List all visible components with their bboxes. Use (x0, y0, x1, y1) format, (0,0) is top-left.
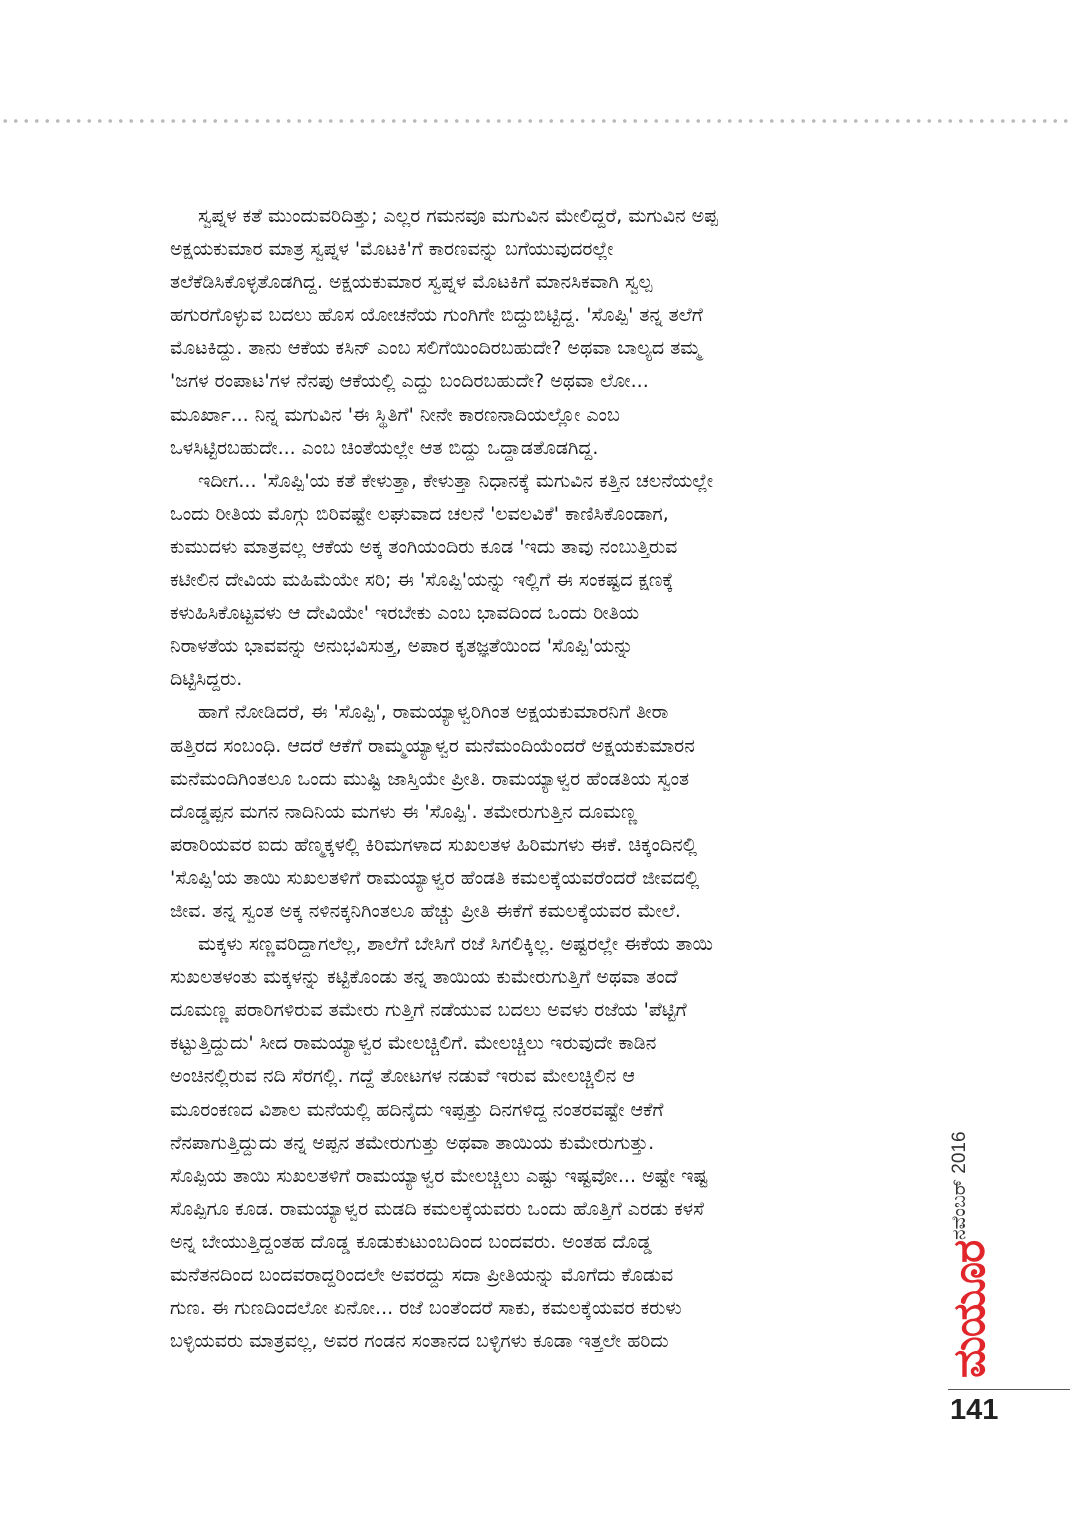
text-line: ಮೂರಂಕಣದ ವಿಶಾಲ ಮನೆಯಲ್ಲಿ ಹದಿನೈದು ಇಪ್ಪತ್ತು ದಿನಗಳಿದ್ದ ನಂತರವಷ್ಟೇ ಆಕೆಗೆ (170, 1098, 664, 1121)
text-line: ಜೀವ. ತನ್ನ ಸ್ವಂತ ಅಕ್ಕ ನಳಿನಕ್ಕನಿಗಿಂತಲೂ ಹೆಚ್ಚು ಪ್ರೀತಿ ಈಕೆಗೆ ಕಮಲಕ್ಕೆಯವರ ಮೇಲೆ. (170, 899, 681, 922)
magazine-logo: ಮಯೂರ (944, 1240, 995, 1378)
text-line: ಮೂರ್ಖಾ... ನಿನ್ನ ಮಗುವಿನ 'ಈ ಸ್ಥಿತಿಗೆ' ನೀನೇ ಕಾರಣನಾದಿಯಲ್ಲೋ ಎಂಬ (170, 403, 620, 426)
folio-divider (948, 1389, 1070, 1390)
magazine-masthead (940, 1090, 1000, 1380)
text-line: 'ಸೊಪ್ಪಿ'ಯ ತಾಯಿ ಸುಖಲತಳಿಗೆ ರಾಮಯ್ಯಾಳ್ವರ ಹೆಂಡತಿ ಕಮಲಕ್ಕೆಯವರೆಂದರೆ ಜೀವದಲ್ಲಿ (170, 866, 700, 889)
text-line: ಮೊಟಕಿದ್ದು. ತಾನು ಆಕೆಯ ಕಸಿನ್ ಎಂಬ ಸಲಿಗೆಯಿಂದಿರಬಹುದೇ? ಅಥವಾ ಬಾಲ್ಯದ ತಮ್ಮ (170, 337, 701, 360)
text-line: ಪರಾರಿಯವರ ಐದು ಹೆಣ್ಮಕ್ಕಳಲ್ಲಿ ಕಿರಿಮಗಳಾದ ಸುಖಲತಳ ಹಿರಿಮಗಳು ಈಕೆ. ಚಿಕ್ಕಂದಿನಲ್ಲಿ (170, 833, 698, 856)
text-line: ಅಂಚಿನಲ್ಲಿರುವ ನದಿ ಸೆರಗಲ್ಲಿ. ಗದ್ದೆ ತೋಟಗಳ ನಡುವೆ ಇರುವ ಮೇಲಚ್ಚಿಲಿನ ಆ (170, 1065, 635, 1088)
text-line: ಕಳುಹಿಸಿಕೊಟ್ಟವಳು ಆ ದೇವಿಯೇ' ಇರಬೇಕು ಎಂಬ ಭಾವದಿಂದ ಒಂದು ರೀತಿಯ (170, 602, 640, 625)
text-line: ಸ್ವಪ್ನಳ ಕತೆ ಮುಂದುವರಿದಿತ್ತು; ಎಲ್ಲರ ಗಮನವೂ ಮಗುವಿನ ಮೇಲಿದ್ದರೆ, ಮಗುವಿನ ಅಪ್ಪ (198, 205, 718, 227)
page-number: 141 (950, 1394, 999, 1426)
text-line: ಇದೀಗ... 'ಸೊಪ್ಪಿ'ಯ ಕತೆ ಕೇಳುತ್ತಾ, ಕೇಳುತ್ತಾ ನಿಧಾನಕ್ಕೆ ಮಗುವಿನ ಕತ್ತಿನ ಚಲನೆಯಲ್ಲೇ (198, 469, 714, 492)
text-line: ಗುಣ. ಈ ಗುಣದಿಂದಲೋ ಏನೋ... ರಜೆ ಬಂತೆಂದರೆ ಸಾಕು, ಕಮಲಕ್ಕೆಯವರ ಕರುಳು (170, 1297, 682, 1320)
text-line: ಹಾಗೆ ನೋಡಿದರೆ, ಈ 'ಸೊಪ್ಪಿ', ರಾಮಯ್ಯಾಳ್ವರಿಗಿಂತ ಅಕ್ಷಯಕುಮಾರನಿಗೆ ತೀರಾ (198, 701, 669, 724)
text-line: ಹತ್ತಿರದ ಸಂಬಂಧಿ. ಆದರೆ ಆಕೆಗೆ ರಾಮ್ಮಯ್ಯಾಳ್ವರ ಮನೆಮಂದಿಯೆಂದರೆ ಅಕ್ಷಯಕುಮಾರನ (170, 734, 695, 757)
text-line: ಮನೆಮಂದಿಗಿಂತಲೂ ಒಂದು ಮುಷ್ಟಿ ಜಾಸ್ತಿಯೇ ಪ್ರೀತಿ. ರಾಮಯ್ಯಾಳ್ವರ ಹೆಂಡತಿಯ ಸ್ವಂತ (170, 767, 690, 790)
text-line: ಒಂದು ರೀತಿಯ ಮೊಗ್ಗು ಬಿರಿವಷ್ಟೇ ಲಘುವಾದ ಚಲನೆ 'ಲವಲವಿಕೆ' ಕಾಣಿಸಿಕೊಂಡಾಗ, (170, 502, 669, 525)
text-line: ಸೊಪ್ಪಿಯ ತಾಯಿ ಸುಖಲತಳಿಗೆ ರಾಮಯ್ಯಾಳ್ವರ ಮೇಲಚ್ಚಿಲು ಎಷ್ಟು ಇಷ್ಟವೋ... ಅಷ್ಟೇ ಇಷ್ಟ (170, 1164, 708, 1187)
article-body (170, 200, 910, 1358)
text-line: ಅನ್ನ ಬೇಯುತ್ತಿದ್ದಂತಹ ದೊಡ್ಡ ಕೂಡುಕುಟುಂಬದಿಂದ ಬಂದವರು. ಅಂತಹ ದೊಡ್ಡ (170, 1230, 652, 1253)
text-line: ಹಗುರಗೊಳ್ಳುವ ಬದಲು ಹೊಸ ಯೋಚನೆಯ ಗುಂಗಿಗೇ ಬಿದ್ದುಬಿಟ್ಟಿದ್ದ. 'ಸೊಪ್ಪಿ' ತನ್ನ ತಲೆಗೆ (170, 304, 703, 327)
text-line: ದಿಟ್ಟಿಸಿದ್ದರು. (170, 668, 243, 691)
dotted-divider (0, 118, 1072, 124)
text-line: ನಿರಾಳತೆಯ ಭಾವವನ್ನು ಅನುಭವಿಸುತ್ತ, ಅಪಾರ ಕೃತಜ್ಞತೆಯಿಂದ 'ಸೊಪ್ಪಿ'ಯನ್ನು (170, 635, 634, 658)
text-line: ದೊಡ್ಡಪ್ಪನ ಮಗನ ನಾದಿನಿಯ ಮಗಳು ಈ 'ಸೊಪ್ಪಿ'. ತಮೇರುಗುತ್ತಿನ ದೂಮಣ್ಣ (170, 800, 638, 823)
text-line: 'ಜಗಳ ರಂಪಾಟ'ಗಳ ನೆನಪು ಆಕೆಯಲ್ಲಿ ಎದ್ದು ಬಂದಿರಬಹುದೇ? ಅಥವಾ ಲೋ... (170, 370, 649, 393)
text-line: ಬಳ್ಳಿಯವರು ಮಾತ್ರವಲ್ಲ, ಅವರ ಗಂಡನ ಸಂತಾನದ ಬಳ್ಳಿಗಳು ಕೂಡಾ ಇತ್ತಲೇ ಹರಿದು (170, 1330, 669, 1353)
issue-date: ನವೆಂಬರ್ 2016 (949, 1131, 970, 1240)
text-line: ಒಳಸಿಟ್ಟಿರಬಹುದೇ... ಎಂಬ ಚಿಂತೆಯಲ್ಲೇ ಆತ ಬಿದ್ದು ಒದ್ದಾಡತೊಡಗಿದ್ದ. (170, 436, 599, 459)
text-line: ದೂಮಣ್ಣ ಪರಾರಿಗಳಿರುವ ತಮೇರು ಗುತ್ತಿಗೆ ನಡೆಯುವ ಬದಲು ಅವಳು ರಜೆಯ 'ಪೆಟ್ಟಿಗೆ (170, 999, 687, 1022)
text-line: ಸುಖಲತಳಂತು ಮಕ್ಕಳನ್ನು ಕಟ್ಟಿಕೊಂಡು ತನ್ನ ತಾಯಿಯ ಕುಮೇರುಗುತ್ತಿಗೆ ಅಥವಾ ತಂದೆ (170, 966, 678, 989)
text-line: ಅಕ್ಷಯಕುಮಾರ ಮಾತ್ರ ಸ್ವಪ್ನಳ 'ಮೊಟಕಿ'ಗೆ ಕಾರಣವನ್ನು ಬಗೆಯುವುದರಲ್ಲೇ (170, 238, 614, 261)
text-line: ಮನೆತನದಿಂದ ಬಂದವರಾದ್ದರಿಂದಲೇ ಅವರದ್ದು ಸದಾ ಪ್ರೀತಿಯನ್ನು ಮೊಗೆದು ಕೊಡುವ (170, 1264, 674, 1286)
text-line: ನೆನಪಾಗುತ್ತಿದ್ದುದು ತನ್ನ ಅಪ್ಪನ ತಮೇರುಗುತ್ತು ಅಥವಾ ತಾಯಿಯ ಕುಮೇರುಗುತ್ತು. (170, 1131, 655, 1154)
text-line: ಕಟೀಲಿನ ದೇವಿಯ ಮಹಿಮೆಯೇ ಸರಿ; ಈ 'ಸೊಪ್ಪಿ'ಯನ್ನು ಇಲ್ಲಿಗೆ ಈ ಸಂಕಷ್ಟದ ಕ್ಷಣಕ್ಕೆ (170, 569, 674, 592)
text-line: ತಲೆಕೆಡಿಸಿಕೊಳ್ಳತೊಡಗಿದ್ದ. ಅಕ್ಷಯಕುಮಾರ ಸ್ವಪ್ನಳ ಮೊಟಕಿಗೆ ಮಾನಸಿಕವಾಗಿ ಸ್ವಲ್ಪ (170, 271, 653, 294)
text-line: ಮಕ್ಕಳು ಸಣ್ಣವರಿದ್ದಾಗಲೆಲ್ಲ, ಶಾಲೆಗೆ ಬೇಸಿಗೆ ರಜೆ ಸಿಗಲಿಕ್ಕಿಲ್ಲ. ಅಷ್ಟರಲ್ಲೇ ಈಕೆಯ ತಾಯಿ (198, 933, 713, 956)
text-line: ಕಟ್ಟುತ್ತಿದ್ದುದು' ಸೀದ ರಾಮಯ್ಯಾಳ್ವರ ಮೇಲಚ್ಚಿಲಿಗೆ. ಮೇಲಚ್ಚಿಲು ಇರುವುದೇ ಕಾಡಿನ (170, 1032, 657, 1055)
text-line: ಸೊಪ್ಪಿಗೂ ಕೂಡ. ರಾಮಯ್ಯಾಳ್ವರ ಮಡದಿ ಕಮಲಕ್ಕೆಯವರು ಒಂದು ಹೊತ್ತಿಗೆ ಎರಡು ಕಳಸೆ (170, 1197, 704, 1220)
text-line: ಕುಮುದಳು ಮಾತ್ರವಲ್ಲ ಆಕೆಯ ಅಕ್ಕ ತಂಗಿಯಂದಿರು ಕೂಡ 'ಇದು ತಾವು ನಂಬುತ್ತಿರುವ (170, 535, 678, 558)
